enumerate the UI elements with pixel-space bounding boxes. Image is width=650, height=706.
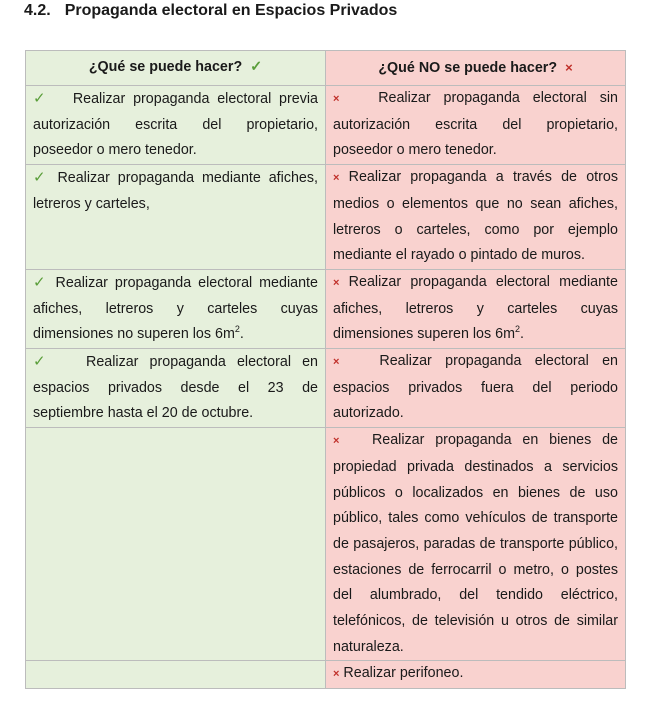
forbidden-text: Realizar propaganda a través de otros medios o elementos que no sean afiches, letreros o carteles, como por ejemplo mediante el rayado o pintado de muros. <box>333 169 618 264</box>
check-icon: ✓ <box>33 353 53 371</box>
table-header-row <box>26 51 626 86</box>
allowed-cell <box>26 661 326 689</box>
superscript: 2 <box>515 324 521 335</box>
superscript: 2 <box>234 324 240 335</box>
allowed-cell <box>26 269 326 348</box>
forbidden-cell <box>326 661 626 689</box>
table-row <box>26 661 626 689</box>
check-icon: ✓ <box>33 90 50 107</box>
header-forbidden <box>326 51 626 86</box>
allowed-cell <box>26 428 326 661</box>
cross-icon: × <box>565 59 573 75</box>
allowed-cell <box>26 86 326 165</box>
forbidden-cell <box>326 428 626 661</box>
cross-icon: × <box>333 435 340 448</box>
cross-icon: × <box>333 356 340 369</box>
allowed-cell <box>26 165 326 270</box>
check-icon: ✓ <box>33 169 50 187</box>
allowed-text: Realizar propaganda electoral en espacios privados desde el 23 de septiembre hasta el 20 de octubre. <box>33 354 318 422</box>
forbidden-text-end: . <box>520 326 524 343</box>
forbidden-cell <box>326 269 626 348</box>
section-number: 4.2. <box>24 2 51 19</box>
allowed-text: Realizar propaganda electoral previa autorización escrita del propietario, poseedor o mero tenedor. <box>33 91 318 159</box>
table-row <box>26 165 626 270</box>
header-allowed-label: ¿Qué se puede hacer? <box>88 59 243 76</box>
check-icon: ✓ <box>33 273 49 291</box>
cross-icon: × <box>333 93 340 105</box>
section-heading <box>24 2 397 20</box>
header-allowed <box>26 51 326 86</box>
section-title: Propaganda electoral en Espacios Privados <box>64 2 398 19</box>
table-row <box>26 269 626 348</box>
forbidden-cell <box>326 86 626 165</box>
header-forbidden-label: ¿Qué NO se puede hacer? <box>378 59 558 76</box>
comparison-table <box>25 50 626 689</box>
check-icon: ✓ <box>250 59 263 76</box>
table-row <box>26 349 626 428</box>
table-row <box>26 428 626 661</box>
cross-icon: × <box>333 276 340 289</box>
forbidden-text: Realizar propaganda electoral mediante afiches, letreros y carteles cuyas dimensiones superen los 6m <box>333 273 618 343</box>
cross-icon: × <box>333 668 340 681</box>
forbidden-text: Realizar propaganda electoral sin autorización escrita del propietario, poseedor o mero tenedor. <box>333 90 619 159</box>
forbidden-text: Realizar propaganda en bienes de propiedad privada destinados a servicios públicos o localizados en bienes de uso público, tales como vehículos de transporte de pasajeros, paradas de transporte público, estaciones de ferrocarril o metro, o postes del alumbrado, del tendido eléctrico, telefónicos, de televisión u otros de similar naturaleza. <box>333 432 618 655</box>
allowed-text: Realizar propaganda mediante afiches, letreros y carteles, <box>33 170 319 212</box>
table-row <box>26 86 626 165</box>
forbidden-cell <box>326 165 626 270</box>
forbidden-cell <box>326 349 626 428</box>
allowed-cell <box>26 349 326 428</box>
forbidden-text: Realizar propaganda electoral en espacios privados fuera del periodo autorizado. <box>333 353 619 422</box>
allowed-text: Realizar propaganda electoral mediante afiches, letreros y carteles cuyas dimensiones no superen los 6m <box>33 274 318 343</box>
forbidden-text: Realizar perifoneo. <box>343 665 464 682</box>
allowed-text-end: . <box>239 326 244 343</box>
cross-icon: × <box>333 172 340 185</box>
